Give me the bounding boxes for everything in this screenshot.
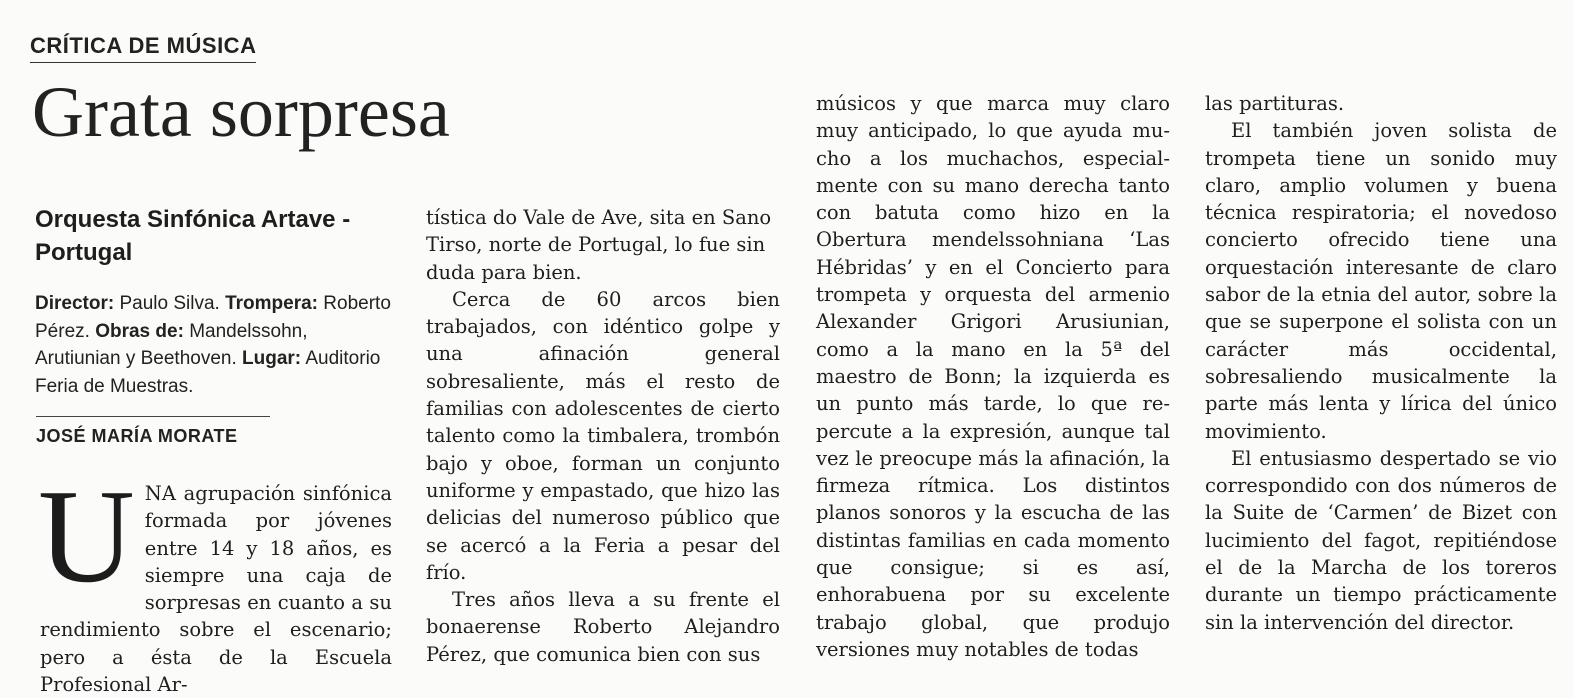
drop-cap: U [38, 462, 135, 610]
article-column-2 [426, 204, 780, 668]
works-value: Mandelssohn, Arutiunian y Beethoven. [35, 320, 308, 369]
paragraph-3: Tres años lleva a su frente el bonaerense Roberto Alejandro Pérez, que comunica bien con sus [426, 588, 780, 666]
paragraph-5: El entusiasmo despertado se vio correspondido con dos números de la Suite de ‘Carmen’ de Bizet con lucimiento del fagot, repitiéndose el de la Marcha de los toreros durante un tiempo prácticamente sin la intervención del director. [1205, 446, 1557, 634]
paragraph-3-end: las partituras. [1205, 92, 1345, 115]
works-label: Obras de: [95, 320, 184, 342]
section-label: CRÍTICA DE MÚSICA [30, 33, 256, 63]
trumpet-value: Roberto Pérez. [35, 293, 391, 342]
article-column-1 [38, 462, 392, 698]
byline: JOSÉ MARÍA MORATE [36, 426, 238, 446]
venue-value: Auditorio Feria de Muestras. [35, 348, 381, 397]
byline-divider [36, 416, 270, 417]
article-column-4 [1205, 90, 1557, 636]
headline: Grata sorpresa [32, 72, 450, 152]
paragraph-1: UNA agrupación sinfónica formada por jóvenes entre 14 y 18 años, es siempre una caja de sorpresas en cuanto a su rendimiento sobre el escenario; pero a ésta de la Escuela Profesional Ar- [38, 462, 392, 697]
paragraph-4: El también joven solista de trompeta tiene un sonido muy claro, amplio volumen y buena técnica respiratoria; el novedoso concierto ofrecido tiene una orquestación interesante de claro sabor de la etnia del autor, sobre la que se superpone el solista con un carácter más occidental, sobresaliendo musicalmente la parte más lenta y lírica del único movimiento. [1205, 119, 1557, 443]
credits-box [35, 290, 395, 400]
article-column-3 [816, 90, 1170, 663]
trumpet-label: Trompera: [225, 293, 319, 314]
paragraph-1-cont: tística do Vale de Ave, sita en Sano Tirso, norte de Portugal, lo fue sin duda para bien. [426, 206, 772, 284]
director-label: Director: [35, 293, 115, 314]
director-value: Paulo Silva. [119, 293, 220, 314]
paragraph-3-cont: músicos y que marca muy claro muy anticipado, lo que ayuda mucho a los muchachos, especialmente con su mano derecha tanto con batuta como hizo en la Obertura mendelssohniana ‘Las Hébridas’ y en el Concierto para trompeta y orquesta del armenio Alexander Grigori Arusiunian, como a la mano en la 5ª del maestro de Bonn; la izquierda es un punto más tarde, lo que repercute a la expresión, aunque tal vez le preocupe más la afinación, la firmeza rítmica. Los distintos planos sonoros y la escucha de las distintas familias en cada momento que consigue; si es así, enhorabuena por su excelente trabajo global, que produjo versiones muy notables de todas [816, 92, 1170, 661]
venue-label: Lugar: [242, 348, 302, 369]
subheadline: Orquesta Sinfónica Artave - Portugal [35, 206, 351, 266]
paragraph-2: Cerca de 60 arcos bien trabajados, con idéntico golpe y una afinación general sobresaliente, más el resto de familias con adolescentes de cierto talento como la timbalera, trombón bajo y oboe, forman un conjunto uniforme y empastado, que hizo las delicias del numeroso público que se acercó a la Feria a pesar del frío. [426, 287, 780, 584]
